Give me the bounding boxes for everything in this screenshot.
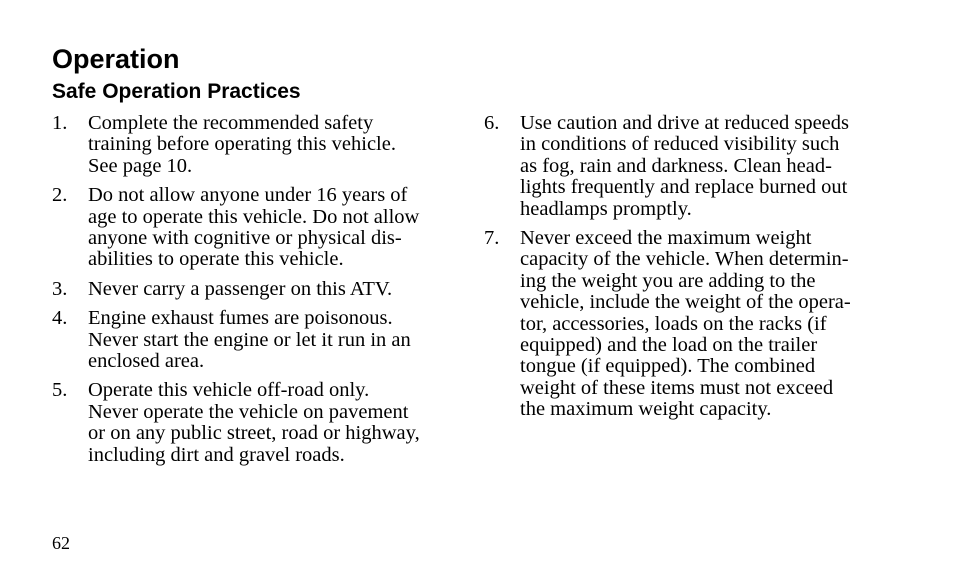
item-text-line: abilities to operate this vehicle.	[88, 248, 344, 271]
item-text-line: Use caution and drive at reduced speeds	[520, 112, 850, 134]
item-text-line: training before operating this vehicle.	[88, 133, 396, 156]
item-text-line: Operate this vehicle off-road only.	[88, 379, 370, 402]
item-text-line: tor, accessories, loads on the racks (if	[520, 312, 827, 335]
item-text-line: headlamps promptly.	[520, 197, 692, 220]
page-title: Operation	[52, 44, 180, 74]
item-text-line: vehicle, include the weight of the opera-	[520, 291, 851, 314]
item-text-line: ing the weight you are adding to the	[520, 269, 816, 292]
item-text-line: Never carry a passenger on this ATV.	[88, 277, 393, 300]
list-item	[484, 113, 884, 220]
section-title: Safe Operation Practices	[52, 80, 301, 103]
list-item	[52, 185, 452, 271]
list-item	[484, 228, 884, 421]
item-text-line: Never operate the vehicle on pavement	[88, 400, 409, 423]
item-text-line: lights frequently and replace burned out	[520, 176, 848, 199]
item-text-line: enclosed area.	[88, 350, 205, 373]
item-text-line: anyone with cognitive or physical dis-	[88, 227, 402, 250]
item-text-line: or on any public street, road or highway,	[88, 422, 420, 445]
item-number: 7.	[484, 227, 500, 250]
list-item	[52, 380, 452, 466]
right-column	[484, 113, 884, 429]
item-text-line: in conditions of reduced visibility such	[520, 133, 840, 156]
item-text-line: as fog, rain and darkness. Clean head-	[520, 154, 832, 177]
page-number: 62	[52, 533, 70, 553]
item-text-line: capacity of the vehicle. When determin-	[520, 248, 849, 271]
item-text-line: Engine exhaust fumes are poisonous.	[88, 307, 393, 330]
item-text-line: the maximum weight capacity.	[520, 398, 772, 421]
item-text-line: weight of these items must not exceed	[520, 376, 834, 399]
item-number: 2.	[52, 184, 68, 207]
item-number: 5.	[52, 379, 68, 402]
list-item	[52, 113, 452, 177]
left-column	[52, 113, 452, 474]
list-item	[52, 308, 452, 372]
item-number: 1.	[52, 112, 68, 134]
list-item	[52, 279, 452, 300]
item-text-line: including dirt and gravel roads.	[88, 443, 345, 466]
item-text-line: Complete the recommended safety	[88, 112, 374, 134]
item-number: 6.	[484, 112, 500, 134]
item-text-line: equipped) and the load on the trailer	[520, 334, 818, 357]
item-text-line: See page 10.	[88, 154, 193, 177]
item-text-line: age to operate this vehicle. Do not allow	[88, 205, 420, 228]
item-number: 4.	[52, 307, 68, 330]
item-text-line: Never exceed the maximum weight	[520, 227, 812, 250]
item-number: 3.	[52, 277, 68, 300]
item-text-line: tongue (if equipped). The combined	[520, 355, 816, 378]
item-text-line: Never start the engine or let it run in an	[88, 328, 411, 351]
item-text-line: Do not allow anyone under 16 years of	[88, 184, 408, 207]
